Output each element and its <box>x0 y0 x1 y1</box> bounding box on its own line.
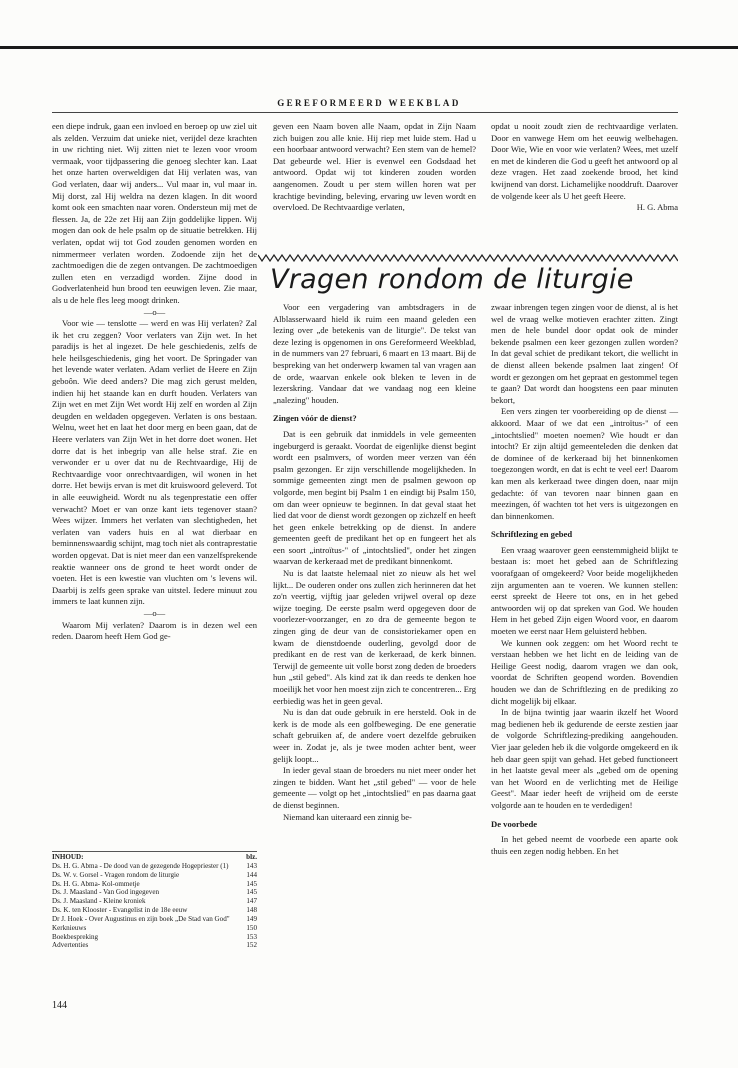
column-3-top <box>491 121 678 214</box>
toc-item-title: Kerknieuws <box>52 923 87 932</box>
article-paragraph: Nu is dat laatste helemaal niet zo nieuw als het wel lijkt... De ouderen onder ons zullen zich herinneren dat het zo'n veertig, vijftig jaar geleden vrijwel overal op deze wijze toeging. De eerste psalm werd opgegeven door de voorlezer-voorzanger, en zo dra de gemeente begon te zingen ging de deur van de consistoriekamer open en kwam de dienstdoende ouderling, gevolgd door de predikant en de rest van de kerkeraad, de kerk binnen. Terwijl de gemeente uit volle borst zong deden de broeders hun „stil gebed". Als kind zat ik dan reeds te denken hoe moeilijk het voor hen moest zijn zich te concentreren... Erg eerbiedig was het in geen geval. <box>273 568 476 706</box>
article-column-left <box>273 302 476 823</box>
toc-item <box>52 933 257 942</box>
article-paragraph: We kunnen ook zeggen: om het Woord recht te verstaan hebben we het licht en de leiding van de Heilige Geest nodig, daarom vragen we dan ook, voordat de Schriften geopend worden. Bovendien houden we dan de Schriftlezing en de prediking zo dicht mogelijk bij elkaar. <box>491 637 678 706</box>
article-paragraph: In ieder geval staan de broeders nu niet meer onder het zingen te bidden. Want het „stil gebed" — voor de hele gemeente — volgt op het „intochtslied" en pas daarna gaat de dienst beginnen. <box>273 765 476 810</box>
section-heading: De voorbede <box>491 818 538 829</box>
toc-item-page: 143 <box>246 861 257 870</box>
article-paragraph: Niemand kan uiteraard een zinnig be- <box>283 811 412 822</box>
article-paragraph: Een vers zingen ter voorbereiding op de dienst — akkoord. Maar of we dat een „introïtus-" of een „intochtslied" moeten noemen? Wie houdt er dan intocht? Er zijn altijd gemeenteleden die denken dat de dominee of de kerkeraad bij het binnenkomen toegezongen wordt, en dat is echt te veel eer! Daarom kan men als kerkeraad twee dingen doen, naar mijn gedachte: óf van tevoren naar binnen gaan en meezingen, óf wachten tot het vers is uitgezongen en dan binnenkomen. <box>491 406 678 521</box>
col1-paragraph-1: een diepe indruk, gaan een invloed en beroep op uw ziel uit als zelden. Verzuim dat unieke niet, verijdel deze krachten in uw richting niet. Wij zitten niet te lezen voor vroom vermaak, voor tijdpassering die genoeg slechter kan. Laat het onze harten overweldigen dat Hij verlaten was, van God verlaten, daar wij anders... Vul maar in, vul maar in. Mij dorst, zal Hij weldra na dezen klagen. In dit woord komt ook een smachten naar voren. Ondersteun mij met de flessen. Ja, de 22e zet Hij aan Zijn goddelijke lippen. Wij mogen dan ook de hele psalm op de situatie betrekken. Hij verlaten, opdat wij tot God zouden genomen worden en nimmermeer verlaten worden. Zodoende zijn het de zachtmoedigen die de zegen ontvangen. De zachtmoedigen zullen eten en verzadigd worden. Zijne dood in Godverlatenheid hun brood ten eeuwigen leven. Zie maar, als u de hele fles leeg moogt drinken. <box>52 121 257 305</box>
toc-item-title: Ds. J. Maasland - Kleine kroniek <box>52 897 146 906</box>
section-separator: —o— <box>143 607 166 618</box>
signature: H. G. Abma <box>636 202 678 213</box>
toc-item-page: 145 <box>246 888 257 897</box>
toc-page-label: blz. <box>246 853 257 861</box>
col3-paragraph-1: opdat u nooit zoudt zien de rechtvaardige verlaten. Door en vanwege Hem om het eeuwig welbehagen. Door Wie, Wie en voor wie verlaten? Wees, met uzelf en met de kinderen die God u geeft het antwoord op al deze vragen. Het zaad zoekende brood, het kind kwijnend van dorst. Lichamelijke nooddruft. Daarover de volgende keer als U het geeft Heere. <box>491 121 678 201</box>
toc-item <box>52 862 257 871</box>
article-title: Vragen rondom de liturgie <box>270 264 634 295</box>
section-heading: Zingen vóór de dienst? <box>273 413 357 424</box>
toc-item <box>52 941 257 950</box>
col1-paragraph-3: Waarom Mij verlaten? Daarom is in dezen wel een reden. Daarom heeft Hem God ge- <box>52 619 257 642</box>
toc-item-title: Ds. H. G. Abma- Kol-ommetje <box>52 879 140 888</box>
toc-item <box>52 880 257 889</box>
toc-item-title: Advertenties <box>52 941 89 950</box>
top-rule <box>0 46 738 49</box>
signature-line <box>491 202 678 214</box>
column-2-top <box>273 121 476 214</box>
toc-item-page: 147 <box>246 897 257 906</box>
article-paragraph: Een vraag waarover geen eenstemmigheid blijkt te bestaan is: moet het gebed aan de Schriftlezing voorafgaan of omgekeerd? Voor beide mogelijkheden zijn argumenten aan te voeren. We kunnen stellen: eerst spreekt de Heere tot ons, en in het gebed antwoorden wij op dat spreken van God. We houden Hem in het gebed Zijn eigen Woord voor, en daarom moeten we eerst naar Hem geluisterd hebben. <box>491 544 678 637</box>
toc-item-title: Boekbespreking <box>52 932 99 941</box>
page-number: 144 <box>52 1000 67 1011</box>
col1-paragraph-2: Voor wie — tenslotte — werd en was Hij verlaten? Zal ik het cru zeggen? Voor verlaters van Zijn wet. In het paradijs is het al ingezet. De hele geschiedenis, zelfs de hele heilsgeschiedenis, ging het voort. De Springader van het levende water verlaten. Adam verliet de Heere en Zijn geboôn. Wie deed anders? Die mag zich gerust melden, indien hij het staande kan en durft houden. Verlaters van Zijn wet en met Zijn Wet wordt Hij zelf en worden al Zijn deugden en weldaden opgegeven. Verlaten is ons bestaan. Welnu, weet het en laat het door merg en been gaan, dat de Heere verlaters van Zijn Wet in het dorre doet wonen. Het dorre dat is het inbegrip van alle helse straf. Zie en verwonder er u over dat nu de Rechtvaardige, Hij de Rechtvaardige voor onrechtvaardigen, wil wonen in het dorre. Het bewijs ervan is met dit kruiswoord geleverd. Tot in alle eeuwigheid. Wordt nu als tegenprestatie een offer verwacht? Moet er van onze kant iets tegenover staan? Wees wijzer. Immers het verlaten van slechtigheden, het verlaten van vaders huis en al wat dierbaar en beminnenswaardig schijnt, mag toch niet als contraprestatie worden opgevat. Dat is niet meer dan een vanzelfsprekende reaktie wanneer ons de grond te heet wordt onder de voeten. Het is een kwestie van vluchten om 's levens wil. Daarbij is zelfs geen sprake van uitstel. Iedere minuut zou immers te laat kunnen zijn. <box>52 318 257 607</box>
toc-item-page: 153 <box>246 932 257 941</box>
article-paragraph: Dat is een gebruik dat inmiddels in vele gemeenten ingeburgerd is geraakt. Voordat de eigenlijke dienst begint wordt een psalmvers, of worden meer verzen van één psalm gezongen. Er zijn verschillende mogelijkheden. In sommige gemeenten zingt men de psalmen gewoon op volgorde, men begint bij Psalm 1 en eindigt bij Psalm 150, om dan weer opnieuw te beginnen. In dat geval staat het lied dat voor de dienst wordt gezongen op zichzelf en heeft het geen enkele betrekking op de dienst. In andere gemeenten geeft de predikant het op en fungeert het als een soort „introïtus-" of „intochtslied", onder het zingen waarvan de kerkeraad met de predikant binnenkomt. <box>273 428 476 567</box>
running-header: GEREFORMEERD WEEKBLAD <box>277 98 461 108</box>
toc-item-title: Dr J. Hoek - Over Augustinus en zijn boek „De Stad van God" <box>52 914 230 923</box>
toc-item-page: 144 <box>246 870 257 879</box>
toc-item-page: 149 <box>246 914 257 923</box>
toc-item-title: Ds. K. ten Klooster - Evangelist in de 18e eeuw <box>52 906 188 915</box>
toc-item-title: Ds. H. G. Abma - De dood van de gezegende Hogepriester (1) <box>52 861 229 870</box>
toc-item <box>52 906 257 915</box>
toc-item <box>52 924 257 933</box>
col2-paragraph-1: geven een Naam boven alle Naam, opdat in Zijn Naam zich buigen zou alle knie. Hij riep met luide stem. Had u een hoorbaar antwoord verwacht? Een stem van de hemel? Dat gebeurde wel. Hier is evenwel een Godsdaad het antwoord. Opdat wij tot kinderen zouden worden aangenomen. Zoudt u per stem willen horen wat per krachtige bevinding, beleving, ervaring uw leven wordt en overvloed. De Rechtvaardige verlaten, <box>273 121 476 213</box>
toc-item-page: 145 <box>246 879 257 888</box>
article-paragraph: In de bijna twintig jaar waarin ikzelf het Woord mag bedienen heb ik gedurende de eerste zestien jaar de volgorde Schriftlezing-prediking aangehouden. Vier jaar geleden heb ik die volgorde omgekeerd en ik heb daar geen spijt van gehad. Het gebed functioneert in het laatste geval meer als „gebed om de opening van het Woord en de verlichting met de Heilige Geest". Maar ieder heeft de vrijheid om de eerste volgorde aan te houden en te verdedigen! <box>491 707 678 810</box>
toc-item <box>52 915 257 924</box>
toc-item-page: 148 <box>246 906 257 915</box>
decorative-zigzag-border <box>258 254 678 262</box>
article-paragraph: zwaar inbrengen tegen zingen voor de dienst, al is het wel de vraag welke motieven erachter zitten. Zingt men de hele bundel door opdat ook de minder bekende psalmen een keer gezongen zullen worden? In dat geval schiet de predikant tekort, die wellicht in de dienst alleen bekende psalmen laat zingen! Of wordt er gezongen om het gepraat en gestommel tegen te gaan? Dat wordt dan hoogstens een paar minuten bekort, <box>491 302 679 405</box>
toc-header <box>52 853 257 862</box>
toc-item-title: Ds. J. Maasland - Van God ingegeven <box>52 888 160 897</box>
article-paragraph: Nu is dan dat oude gebruik in ere hersteld. Ook in de kerk is de mode als een golfbeweging. De ene generatie schaft gebruiken af, de andere voert dezelfde gebruiken weer in. Zodat je, als je twee moden achter bent, weer gelijk loopt... <box>273 707 476 764</box>
column-1 <box>52 121 257 643</box>
toc-divider <box>52 851 257 852</box>
table-of-contents <box>52 853 257 950</box>
article-paragraph: In het gebed neemt de voorbede een aparte ook thuis een zegen nodig hebben. En het <box>491 834 678 856</box>
article-paragraph: Voor een vergadering van ambtsdragers in de Alblasserwaard hield ik ruim een maand geleden een lezing over „de betekenis van de liturgie". De tekst van deze lezing is opgenomen in ons Gereformeerd Weekblad, in de nummers van 27 februari, 6 maart en 13 maart. Bij de bespreking van het onderwerp kwamen tal van vragen aan de orde, waarvan enkele ook bleken te leven in de lezerskring. Vandaar dat we vandaag nog een kleine „nalezing" houden. <box>273 302 476 405</box>
toc-item <box>52 871 257 880</box>
toc-item <box>52 888 257 897</box>
toc-item-page: 150 <box>246 923 257 932</box>
section-heading: Schriftlezing en gebed <box>491 529 573 540</box>
header-divider <box>52 112 678 113</box>
toc-item-page: 152 <box>246 941 257 950</box>
article-column-right <box>491 302 678 857</box>
toc-item <box>52 897 257 906</box>
toc-heading: INHOUD: <box>52 853 84 861</box>
section-separator: —o— <box>143 306 166 317</box>
toc-item-title: Ds. W. v. Gorsel - Vragen rondom de liturgie <box>52 870 180 879</box>
